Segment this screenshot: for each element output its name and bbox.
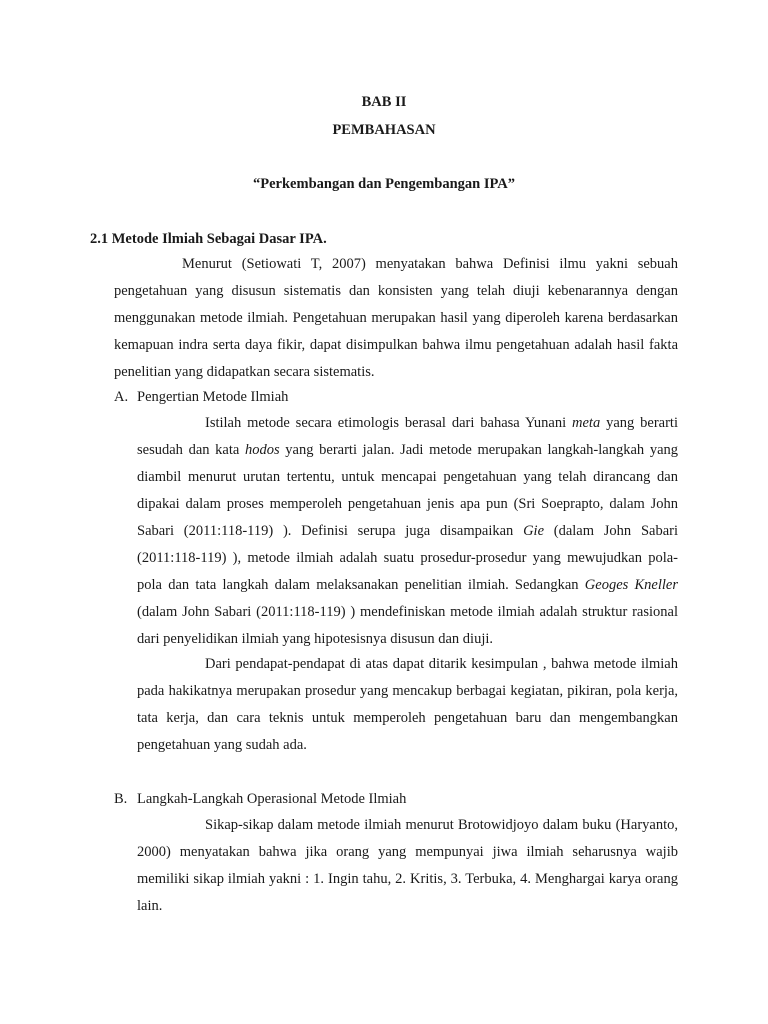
author-geoges-kneller: Geoges Kneller: [584, 577, 678, 593]
item-a-title: Pengertian Metode Ilmiah: [137, 389, 289, 405]
section-heading: 2.1 Metode Ilmiah Sebagai Dasar IPA.: [90, 231, 327, 247]
item-a-paragraph-2: Dari pendapat-pendapat di atas dapat ditarik kesimpulan , bahwa metode ilmiah pada hakikatnya merupakan prosedur yang mencakup berbagai kegiatan, pikiran, pola kerja, tata kerja, dan cara teknis untuk memperoleh pengetahuan baru dan mengembangkan pengetahuan yang sudah ada.: [137, 656, 678, 753]
intro-paragraph: Menurut (Setiowati T, 2007) menyatakan bahwa Definisi ilmu yakni sebuah pengetahuan yang disusun sistematis dan konsisten yang telah diuji kebenarannya dengan menggunakan metode ilmiah. Pengetahuan merupakan hasil yang diperoleh karena berdasarkan kemapuan indra serta daya fikir, dapat disimpulkan bahwa ilmu pengetahuan adalah hasil fakta penelitian yang didapatkan secara sistematis.: [114, 256, 678, 380]
item-a-p1-text-3: yang berarti jalan. Jadi metode merupakan langkah-langkah yang diambil menurut urutan tertentu, untuk mencapai pengetahuan yang telah dirancang dan dipakai dalam proses memperoleh pengetahuan jenis apa pun (Sri Soeprapto, dalam John Sabari (2011:118-119) ). Definisi serupa juga disampaikan: [137, 442, 679, 539]
item-b-marker: B.: [114, 791, 128, 807]
item-a-paragraph-1: [137, 410, 678, 653]
topic-title: “Perkembangan dan Pengembangan IPA”: [253, 176, 515, 192]
item-b-title: Langkah-Langkah Operasional Metode Ilmiah: [137, 791, 407, 807]
item-a-p1-text-5: (dalam John Sabari (2011:118-119) ) mendefiniskan metode ilmiah adalah struktur rasional dari penyelidikan ilmiah yang hipotesisnya disusun dan diuji.: [137, 604, 678, 647]
chapter-title: PEMBAHASAN: [332, 122, 436, 138]
item-a-marker: A.: [114, 389, 129, 405]
item-a-p1-text-4: (dalam John Sabari (2011:118-119) ), metode ilmiah adalah suatu prosedur-prosedur yang mewujudkan pola-pola dan tata langkah dalam melaksanakan penelitian ilmiah. Sedangkan: [137, 523, 678, 593]
chapter-number: BAB II: [361, 94, 407, 110]
author-gie: Gie: [523, 523, 544, 539]
item-a-p1-text-2: yang berarti sesudah dan kata: [137, 415, 678, 458]
item-a-p1-text-1: Istilah metode secara etimologis berasal dari bahasa Yunani: [205, 415, 573, 431]
term-hodos: hodos: [244, 442, 280, 458]
item-b-paragraph-1: Sikap-sikap dalam metode ilmiah menurut Brotowidjoyo dalam buku (Haryanto, 2000) menyatakan bahwa jika orang yang mempunyai jiwa ilmiah seharusnya wajib memiliki sikap ilmiah yakni : 1. Ingin tahu, 2. Kritis, 3. Terbuka, 4. Menghargai karya orang lain.: [137, 817, 678, 914]
term-meta: meta: [572, 415, 601, 431]
